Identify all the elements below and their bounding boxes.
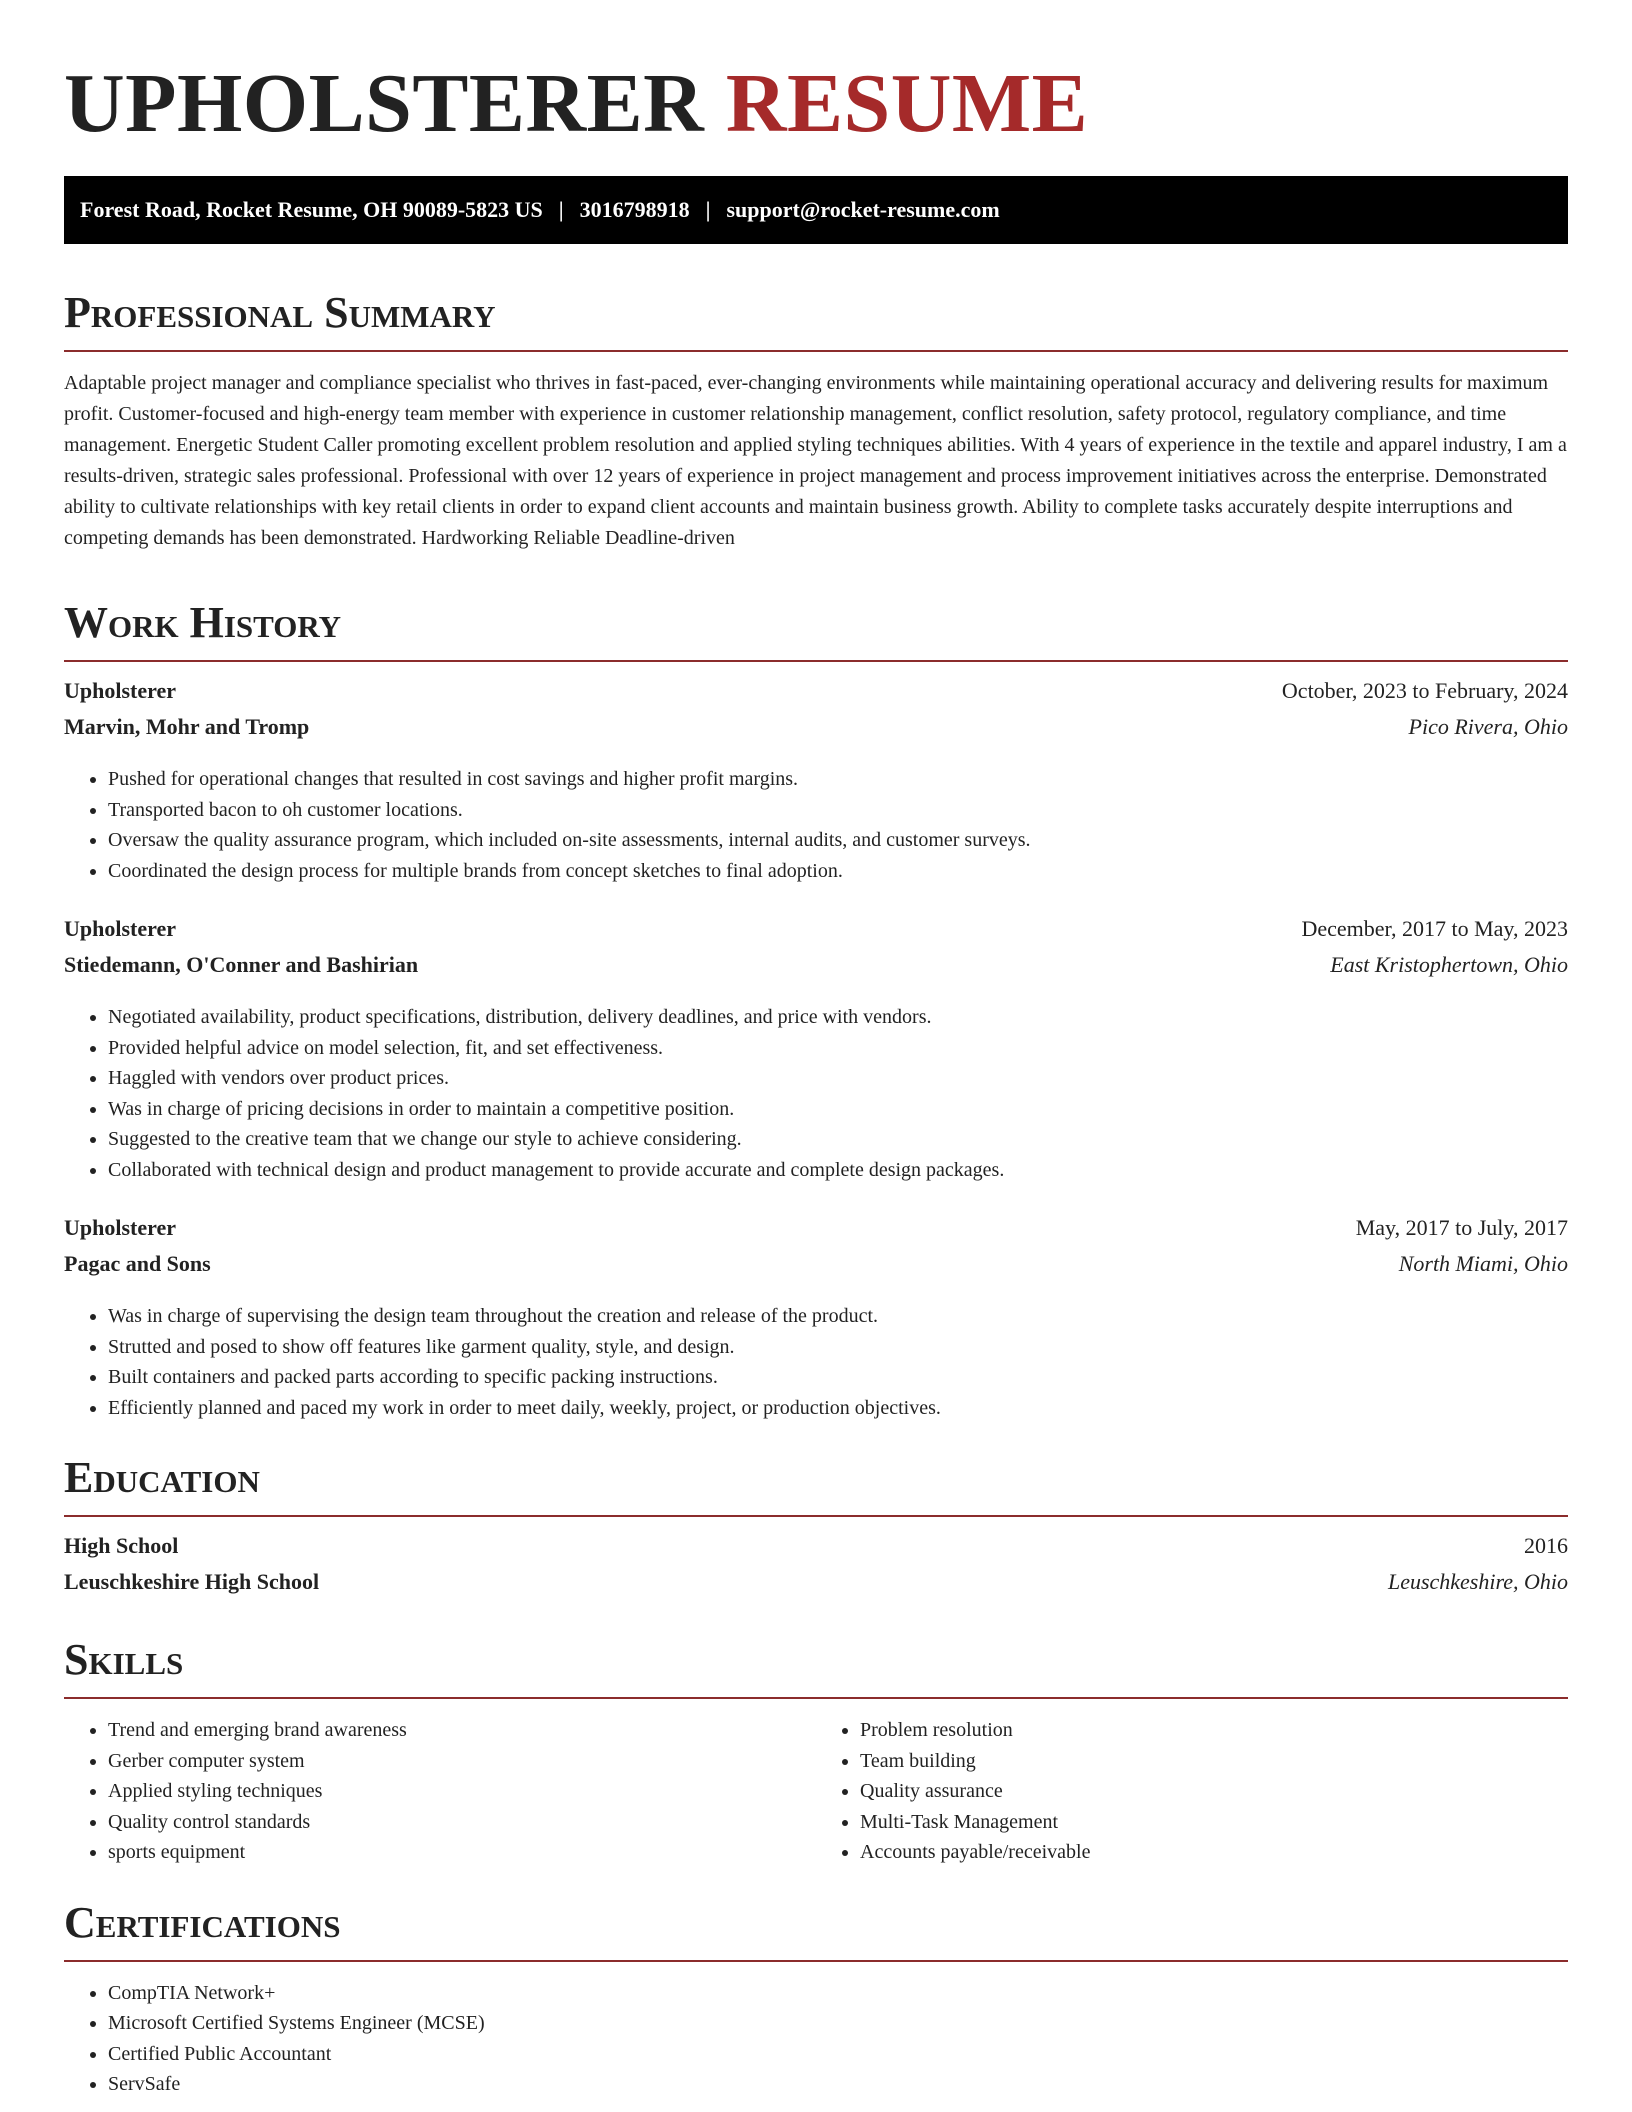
job-bullet: • Strutted and posed to show off features like garment quality, style, and design.	[108, 1332, 1568, 1363]
education-location: Leuschkeshire, Ohio	[1387, 1569, 1568, 1594]
job-company: Stiedemann, O'Conner and Bashirian	[64, 952, 419, 977]
skill-item: • Quality assurance	[860, 1776, 1568, 1807]
skill-item: • Multi-Task Management	[860, 1807, 1568, 1838]
education-degree: High School	[64, 1533, 179, 1558]
skills-list-left	[64, 1715, 816, 1868]
skills-heading: Skills	[64, 1635, 184, 1684]
section-divider	[64, 660, 1568, 662]
summary-section	[64, 288, 1568, 554]
skill-item: • Trend and emerging brand awareness	[108, 1715, 816, 1746]
certification-item: • ServSafe	[108, 2069, 1568, 2100]
job-title: Upholsterer	[64, 916, 177, 941]
job-bullet: • Collaborated with technical design and product management to provide accurate and complete design packages.	[108, 1155, 1568, 1186]
certification-item: • CompTIA Network+	[108, 1978, 1568, 2009]
section-divider	[64, 1515, 1568, 1517]
skill-item: • Problem resolution	[860, 1715, 1568, 1746]
certifications-heading: Certifications	[64, 1897, 341, 1947]
title-main: UPHOLSTERER	[64, 57, 705, 150]
contact-separator: |	[558, 197, 564, 222]
skills-list-right	[816, 1715, 1568, 1868]
section-divider	[64, 1960, 1568, 1962]
section-divider	[64, 1697, 1568, 1699]
skills-section	[64, 1635, 1568, 1868]
contact-bar	[64, 176, 1568, 244]
education-year: 2016	[1524, 1533, 1568, 1558]
skill-item: • Accounts payable/receivable	[860, 1837, 1568, 1868]
education-section	[64, 1453, 1568, 1605]
skill-item: • Quality control standards	[108, 1807, 816, 1838]
skill-item: • Applied styling techniques	[108, 1776, 816, 1807]
skills-grid	[64, 1715, 1568, 1868]
job-bullet: • Efficiently planned and paced my work in order to meet daily, weekly, project, or production objectives.	[108, 1393, 1568, 1424]
skill-item: • Team building	[860, 1746, 1568, 1777]
certifications-list	[64, 1978, 1568, 2100]
contact-phone: 3016798918	[579, 197, 690, 222]
education-entry	[64, 1533, 1568, 1605]
job-dates: May, 2017 to July, 2017	[1355, 1215, 1568, 1240]
title-accent: RESUME	[725, 57, 1089, 150]
job-title: Upholsterer	[64, 1215, 177, 1240]
job-bullet: • Was in charge of supervising the design team throughout the creation and release of the product.	[108, 1301, 1568, 1332]
section-divider	[64, 350, 1568, 352]
work-history-heading: Work History	[64, 598, 342, 647]
job-bullet: • Was in charge of pricing decisions in order to maintain a competitive position.	[108, 1094, 1568, 1125]
summary-heading: Professional Summary	[64, 288, 496, 337]
contact-address: Forest Road, Rocket Resume, OH 90089-5823 US	[80, 197, 543, 222]
job-bullet: • Suggested to the creative team that we change our style to achieve considering.	[108, 1124, 1568, 1155]
work-history-section	[64, 598, 1568, 1423]
certification-item: • Microsoft Certified Systems Engineer (MCSE)	[108, 2008, 1568, 2039]
job-entry	[64, 678, 1568, 886]
job-bullet: • Coordinated the design process for multiple brands from concept sketches to final adoption.	[108, 856, 1568, 887]
skill-item: • Gerber computer system	[108, 1746, 816, 1777]
job-bullets	[64, 1002, 1568, 1185]
job-bullet: • Negotiated availability, product specifications, distribution, delivery deadlines, and price with vendors.	[108, 1002, 1568, 1033]
job-bullet: • Haggled with vendors over product prices.	[108, 1063, 1568, 1094]
contact-separator: |	[705, 197, 711, 222]
education-heading: Education	[64, 1453, 260, 1502]
job-bullet: • Built containers and packed parts according to specific packing instructions.	[108, 1362, 1568, 1393]
job-bullets	[64, 764, 1568, 886]
job-company: Pagac and Sons	[64, 1251, 211, 1276]
job-dates: December, 2017 to May, 2023	[1301, 916, 1568, 941]
job-company: Marvin, Mohr and Tromp	[64, 714, 310, 739]
contact-email: support@rocket-resume.com	[726, 197, 1000, 222]
job-bullet: • Oversaw the quality assurance program, which included on-site assessments, internal audits, and customer surveys.	[108, 825, 1568, 856]
job-title: Upholsterer	[64, 678, 177, 703]
job-location: Pico Rivera, Ohio	[1408, 714, 1568, 739]
job-location: East Kristophertown, Ohio	[1330, 952, 1568, 977]
education-school: Leuschkeshire High School	[64, 1569, 320, 1594]
certification-item: • Certified Public Accountant	[108, 2039, 1568, 2070]
job-bullet: • Pushed for operational changes that resulted in cost savings and higher profit margins.	[108, 764, 1568, 795]
job-bullet: • Provided helpful advice on model selection, fit, and set effectiveness.	[108, 1033, 1568, 1064]
summary-text: Adaptable project manager and compliance specialist who thrives in fast-paced, ever-changing environments while maintaining operational accuracy and delivering results for maximum profit. Customer-focused and high-energy team member with experience in customer relationship management, conflict resolution, safety protocol, regulatory compliance, and time management. Energetic Student Caller promoting excellent problem resolution and applied styling techniques abilities. With 4 years of experience in the textile and apparel industry, I am a results-driven, strategic sales professional. Professional with over 12 years of experience in project management and process improvement initiatives across the enterprise. Demonstrated ability to cultivate relationships with key retail clients in order to expand client accounts and maintain business growth. Ability to complete tasks accurately despite interruptions and competing demands has been demonstrated. Hardworking Reliable Deadline-driven	[64, 372, 1567, 549]
job-location: North Miami, Ohio	[1398, 1251, 1568, 1276]
certifications-section	[64, 1898, 1568, 2100]
resume-title	[64, 54, 1568, 154]
job-entry	[64, 1215, 1568, 1423]
job-bullet: • Transported bacon to oh customer locations.	[108, 795, 1568, 826]
skill-item: • sports equipment	[108, 1837, 816, 1868]
job-dates: October, 2023 to February, 2024	[1281, 678, 1568, 703]
job-entry	[64, 916, 1568, 1185]
job-bullets	[64, 1301, 1568, 1423]
